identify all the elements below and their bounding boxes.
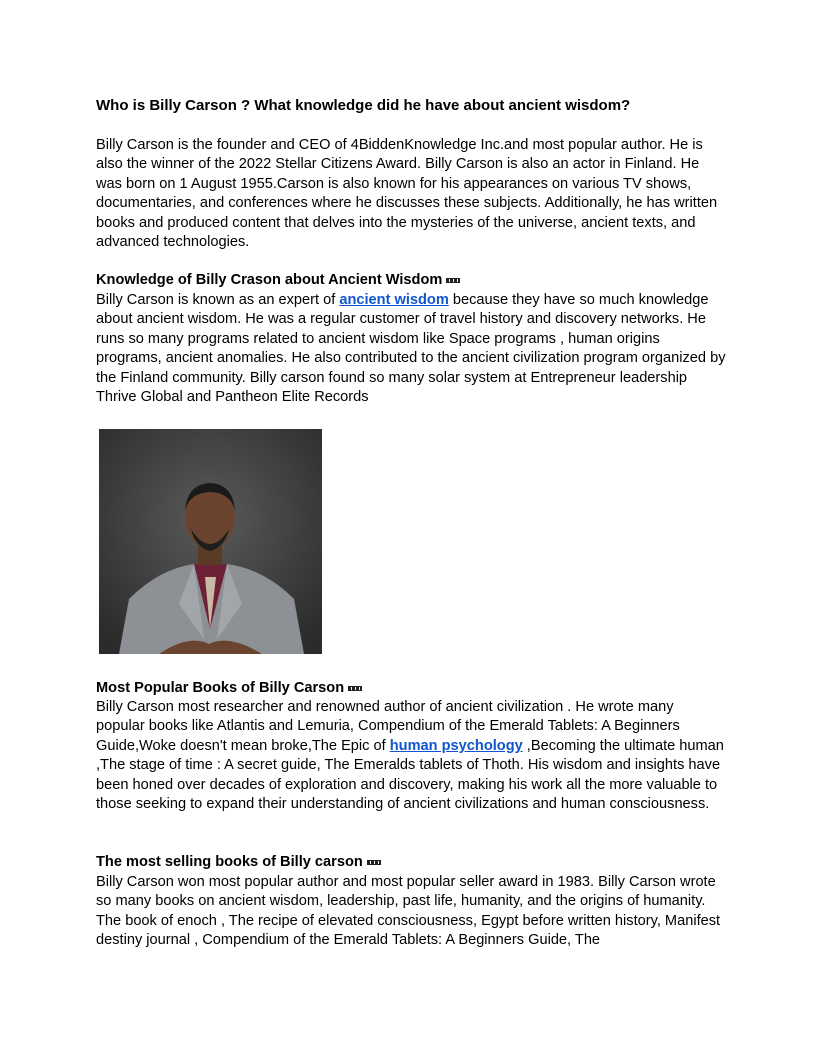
section-heading-knowledge: [96, 271, 726, 290]
section-heading-selling: [96, 853, 726, 872]
page-title: Who is Billy Carson ? What knowledge did he have about ancient wisdom?: [96, 97, 631, 114]
portrait-image: [99, 429, 322, 654]
marker-icon: [446, 278, 460, 283]
marker-icon: [348, 686, 362, 691]
knowledge-paragraph: [96, 291, 726, 407]
intro-paragraph: Billy Carson is the founder and CEO of 4BiddenKnowledge Inc.and most popular author. He is also the winner of the 2022 Stellar Citizens Award. Billy Carson is also an actor in Finland. He was born on 1 August 1955.Carson is also known for his appearances on various TV shows, documentaries, and conferences where he discusses these subjects. Additionally, he has written books and produced content that delves into the mysteries of the universe, ancient texts, and advanced technologies.: [96, 137, 718, 251]
human-psychology-link[interactable]: human psychology: [389, 737, 523, 754]
ancient-wisdom-link[interactable]: ancient wisdom: [339, 292, 449, 308]
section-heading-text: Knowledge of Billy Crason about Ancient Wisdom: [96, 272, 443, 288]
paragraph-text: because they have so much knowledge about ancient wisdom. He was a regular customer of travel history and discovery networks. He runs so many programs related to ancient wisdom like Space programs , human origins programs, ancient anomalies. He also contributed to the ancient civilization program organized by the Finland community. Billy carson found so many solar system at Entrepreneur leadership Thrive Global and Pantheon Elite Records: [96, 292, 726, 406]
paragraph-text: Billy Carson is known as an expert of: [96, 292, 340, 308]
billy-carson-photo: [99, 429, 322, 654]
section-heading-text: The most selling books of Billy carson: [96, 854, 363, 870]
selling-paragraph: Billy Carson won most popular author and most popular seller award in 1983. Billy Carson wrote so many books on ancient wisdom, leadership, past life, humanity, and the origins of humanity. The book of enoch , The recipe of elevated consciousness, Egypt before written history, Manifest destiny journal , Compendium of the Emerald Tablets: A Beginners Guide, The: [96, 874, 721, 949]
marker-icon: [367, 860, 381, 865]
section-heading-books: [96, 679, 726, 698]
paragraph-text: ,Becoming the ultimate human ,The stage of time : A secret guide, The Emeralds tablets of Thoth. His wisdom and insights have been honed over decades of exploration and discovery, making his work all the more valuable to those seeking to expand their understanding of ancient civilizations and human consciousness.: [96, 737, 724, 813]
paragraph-text: Billy Carson most researcher and renowned author of ancient civilization . He wrote many popular books like Atlantis and Lemuria, Compendium of the Emerald Tablets: A Beginners Guide,Woke doesn't mean broke,The Epic of: [96, 699, 680, 754]
books-paragraph: [96, 698, 726, 814]
section-heading-text: Most Popular Books of Billy Carson: [96, 680, 345, 696]
